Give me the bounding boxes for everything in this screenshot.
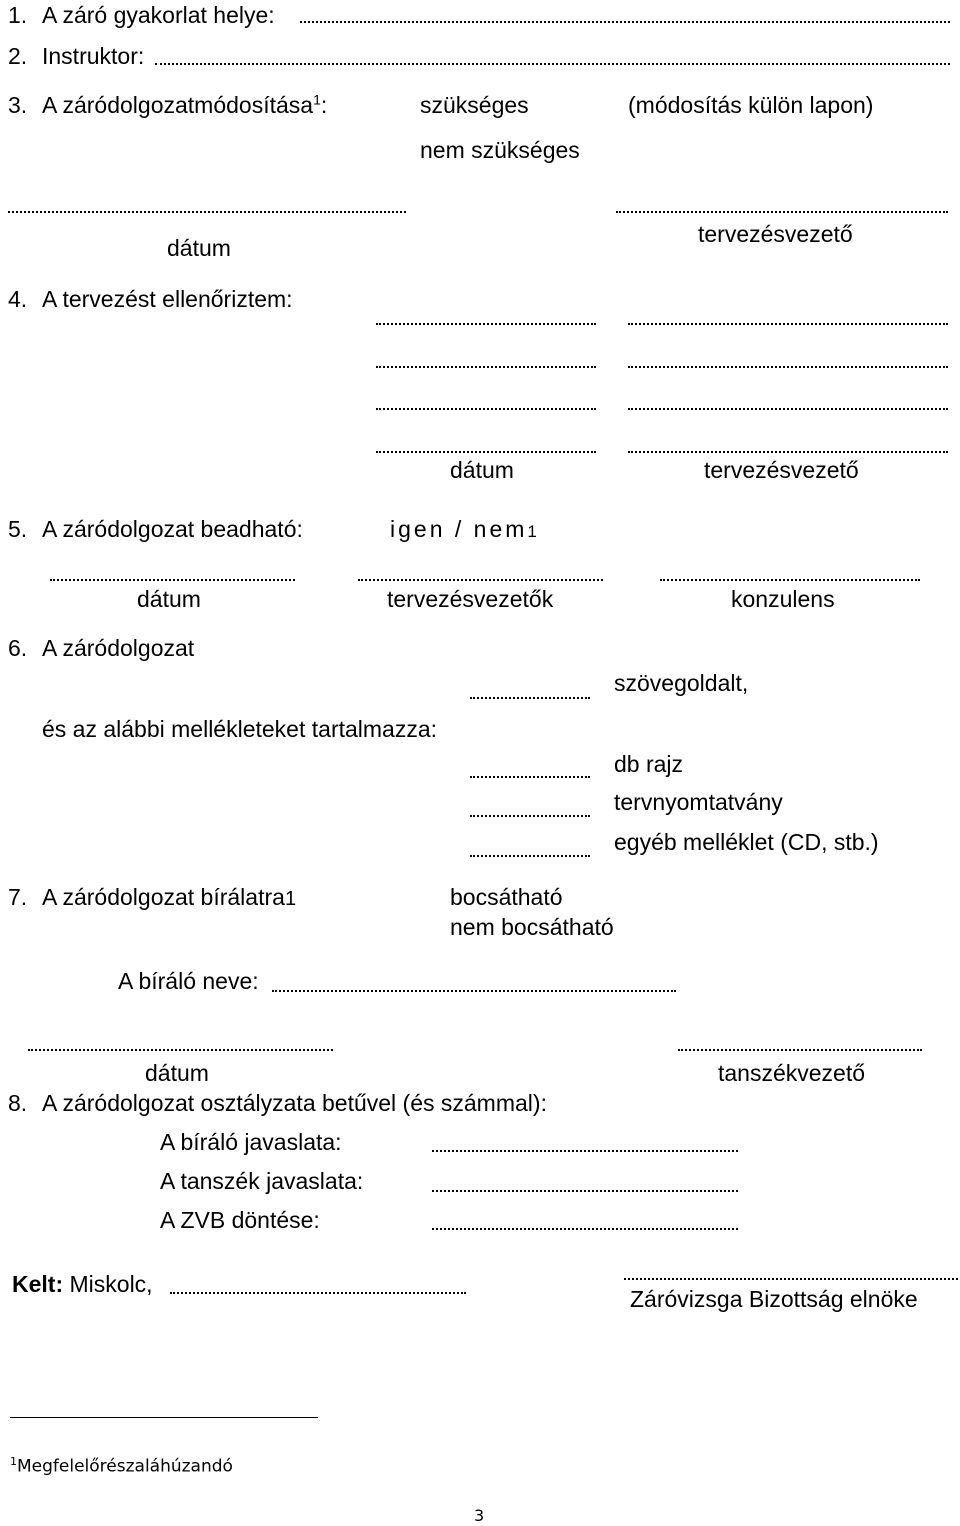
submit-consultant-line[interactable] bbox=[660, 579, 920, 581]
check-date-caption: dátum bbox=[450, 457, 514, 483]
signature-line-supervisor[interactable] bbox=[616, 211, 948, 213]
drawings-count-field[interactable] bbox=[470, 776, 590, 778]
submit-date-line[interactable] bbox=[50, 579, 295, 581]
practice-location-label: A záró gyakorlat helye: bbox=[42, 2, 275, 28]
department-proposal-field[interactable] bbox=[432, 1190, 738, 1192]
item-number-1: 1. bbox=[8, 2, 28, 28]
checked-label: A tervezést ellenőriztem: bbox=[42, 286, 293, 312]
instructor-field[interactable] bbox=[155, 63, 950, 65]
check-supervisor-line[interactable] bbox=[628, 366, 948, 368]
item-number-7: 7. bbox=[8, 884, 28, 910]
text-pages-count-field[interactable] bbox=[470, 697, 590, 699]
department-proposal-label: A tanszék javaslata: bbox=[160, 1168, 364, 1194]
attachments-label: és az alábbi mellékleteket tartalmazza: bbox=[42, 716, 438, 742]
attachment-item: db rajz bbox=[614, 751, 684, 777]
committee-chair-caption: Záróvizsga Bizottság elnöke bbox=[630, 1286, 918, 1312]
print-forms-count-field[interactable] bbox=[470, 815, 590, 817]
practice-location-field[interactable] bbox=[300, 21, 950, 23]
item-number-8: 8. bbox=[8, 1090, 28, 1116]
option-not-needed[interactable]: nem szükséges bbox=[420, 137, 580, 163]
review-label: A záródolgozat bírálatra1 bbox=[42, 884, 297, 910]
item-number-6: 6. bbox=[8, 635, 28, 661]
yes-no-choice[interactable]: igen / nem1 bbox=[390, 516, 540, 542]
attachment-item: egyéb melléklet (CD, stb.) bbox=[614, 829, 879, 855]
reviewer-proposal-field[interactable] bbox=[432, 1150, 738, 1152]
check-date-line[interactable] bbox=[376, 408, 596, 410]
head-of-department-caption: tanszékvezető bbox=[718, 1060, 866, 1086]
check-date-line[interactable] bbox=[376, 366, 596, 368]
submittable-label: A záródolgozat beadható: bbox=[42, 516, 303, 542]
option-needed-note: (módosítás külön lapon) bbox=[628, 92, 874, 118]
reviewer-name-field[interactable] bbox=[272, 990, 676, 992]
footnote-ref: 1 bbox=[313, 91, 321, 108]
check-date-line[interactable] bbox=[376, 451, 596, 453]
committee-chair-line[interactable] bbox=[624, 1278, 958, 1280]
submit-supervisors-line[interactable] bbox=[358, 579, 603, 581]
supervisor-caption: tervezésvezető bbox=[698, 221, 853, 247]
submit-supervisors-caption: tervezésvezetők bbox=[387, 586, 554, 612]
submit-consultant-caption: konzulens bbox=[731, 586, 835, 612]
item-number-3: 3. bbox=[8, 92, 28, 118]
head-of-department-line[interactable] bbox=[678, 1049, 922, 1051]
reviewer-proposal-label: A bíráló javaslata: bbox=[160, 1129, 342, 1155]
signature-line-date[interactable] bbox=[8, 211, 406, 213]
review-date-caption: dátum bbox=[145, 1060, 209, 1086]
option-submittable[interactable]: bocsátható bbox=[450, 884, 563, 910]
item-number-5: 5. bbox=[8, 516, 28, 542]
place-date-field[interactable] bbox=[170, 1292, 466, 1294]
place-date-label: Kelt: Miskolc, bbox=[12, 1271, 153, 1297]
reviewer-name-label: A bíráló neve: bbox=[118, 968, 259, 994]
check-supervisor-caption: tervezésvezető bbox=[704, 457, 859, 483]
committee-decision-label: A ZVB döntése: bbox=[160, 1207, 320, 1233]
grade-label: A záródolgozat osztályzata betűvel (és számmal): bbox=[42, 1090, 547, 1116]
footnote-text: $^1$Megfelelőrészaláhúzandó bbox=[10, 1455, 233, 1477]
text-pages-label: szövegoldalt, bbox=[614, 670, 749, 696]
check-supervisor-line[interactable] bbox=[628, 323, 948, 325]
committee-decision-field[interactable] bbox=[432, 1228, 738, 1230]
other-attachments-count-field[interactable] bbox=[470, 855, 590, 857]
thesis-contents-label: A záródolgozat bbox=[42, 635, 195, 661]
check-supervisor-line[interactable] bbox=[628, 451, 948, 453]
instructor-label: Instruktor: bbox=[42, 43, 145, 69]
date-caption: dátum bbox=[167, 235, 231, 261]
review-date-line[interactable] bbox=[28, 1049, 333, 1051]
attachment-item: tervnyomtatvány bbox=[614, 789, 783, 815]
submit-date-caption: dátum bbox=[137, 586, 201, 612]
check-date-line[interactable] bbox=[376, 323, 596, 325]
option-not-submittable[interactable]: nem bocsátható bbox=[450, 914, 614, 940]
page-number: 3 bbox=[474, 1506, 485, 1525]
option-needed[interactable]: szükséges bbox=[420, 92, 529, 118]
footnote-separator bbox=[10, 1417, 318, 1418]
item-number-2: 2. bbox=[8, 43, 28, 69]
modification-label: A záródolgozatmódosítása$^1$: bbox=[42, 91, 328, 118]
check-supervisor-line[interactable] bbox=[628, 408, 948, 410]
item-number-4: 4. bbox=[8, 286, 28, 312]
